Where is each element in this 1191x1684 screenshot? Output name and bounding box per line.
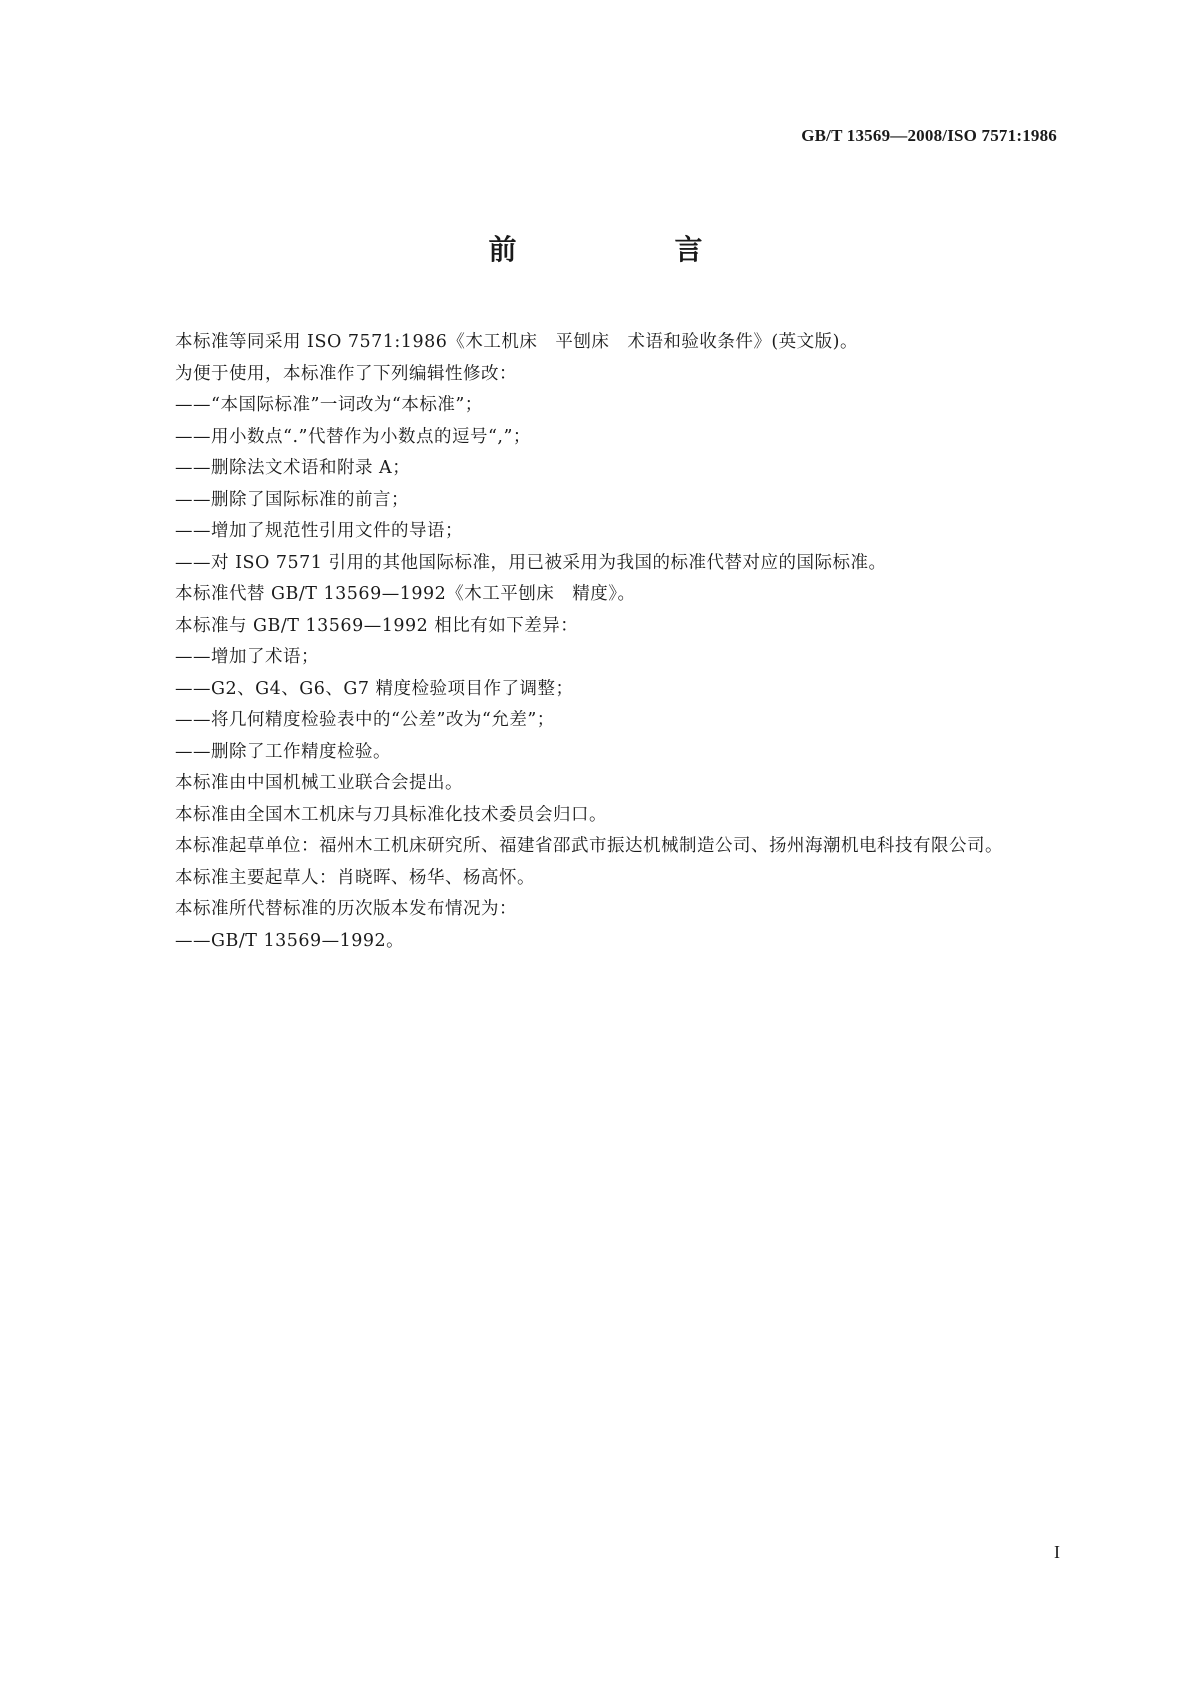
paragraph-history-intro: 本标准所代替标准的历次版本发布情况为： (175, 899, 517, 919)
paragraph-adoption: 本标准等同采用 ISO 7571:1986《木工机床 平刨床 术语和验收条件》(英文版)。 (175, 332, 858, 352)
list-item-difference: ——删除了工作精度检验。 (175, 741, 391, 762)
list-item-difference: ——增加了术语； (175, 647, 319, 667)
list-item-edit: ——“本国际标准”一词改为“本标准”； (175, 395, 483, 415)
list-item-edit: ——增加了规范性引用文件的导语； (175, 521, 463, 541)
paragraph-proposed-by: 本标准由中国机械工业联合会提出。 (175, 773, 463, 793)
page-title: 前 言 (488, 233, 737, 266)
paragraph-edits-intro: 为便于使用，本标准作了下列编辑性修改： (175, 363, 517, 384)
list-item-edit: ——删除法文术语和附录 A； (175, 458, 411, 478)
standard-id-header: GB/T 13569—2008/ISO 7571:1986 (801, 126, 1057, 145)
paragraph-centralized-by: 本标准由全国木工机床与刀具标准化技术委员会归口。 (175, 804, 607, 825)
foreword-body (135, 327, 1057, 957)
page-number: I (1054, 1542, 1060, 1562)
list-item-edit: ——对 ISO 7571 引用的其他国际标准，用已被采用为我国的标准代替对应的国际标准。 (175, 552, 887, 573)
paragraph-drafters: 本标准主要起草人：肖晓晖、杨华、杨高怀。 (175, 867, 535, 888)
list-item-history: ——GB/T 13569—1992。 (175, 930, 405, 951)
paragraph-drafting-units: 本标准起草单位：福州木工机床研究所、福建省邵武市振达机械制造公司、扬州海潮机电科技有限公司。 (175, 836, 1003, 856)
list-item-difference: ——G2、G4、G6、G7 精度检验项目作了调整； (175, 678, 574, 699)
list-item-difference: ——将几何精度检验表中的“公差”改为“允差”； (175, 710, 555, 730)
list-item-edit: ——删除了国际标准的前言； (175, 489, 409, 510)
list-item-edit: ——用小数点“.”代替作为小数点的逗号“,”； (175, 426, 531, 447)
paragraph-differences-intro: 本标准与 GB/T 13569—1992 相比有如下差异： (175, 615, 579, 636)
paragraph-replaces: 本标准代替 GB/T 13569—1992《木工平刨床 精度》。 (175, 584, 636, 604)
